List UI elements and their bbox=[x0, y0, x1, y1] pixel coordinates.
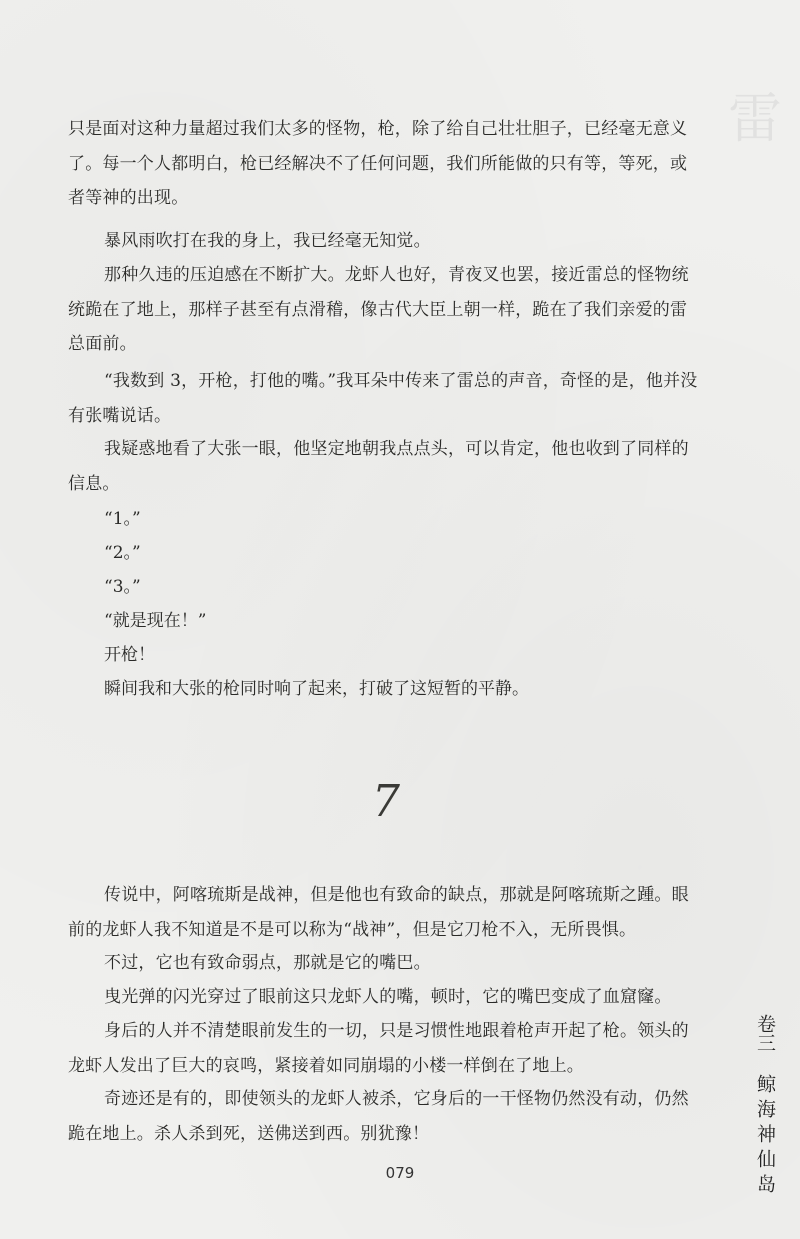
paragraph-8: 曳光弹的闪光穿过了眼前这只龙虾人的嘴，顿时，它的嘴巴变成了血窟窿。 bbox=[104, 987, 672, 1007]
volume-label: 卷三 bbox=[754, 1014, 776, 1052]
dialogue-line-3: “3。” bbox=[104, 577, 141, 597]
dialogue-line-2: “2。” bbox=[104, 543, 141, 563]
paragraph-1: 只是面对这种力量超过我们太多的怪物，枪，除了给自己壮壮胆子，已经毫无意义了。每一个人都明白，枪已经解决不了任何问题，我们所能做的只有等，等死，或者等神的出现。 bbox=[68, 119, 688, 208]
bleed-through-mark: 雷 bbox=[728, 87, 782, 150]
paragraph-10: 奇迹还是有的，即使领头的龙虾人被杀，它身后的一干怪物仍然没有动，仍然跪在地上。杀人杀到死，送佛送到西。别犹豫！ bbox=[68, 1089, 689, 1144]
paragraph-3: 那种久违的压迫感在不断扩大。龙虾人也好，青夜叉也罢，接近雷总的怪物统统跪在了地上，那样子甚至有点滑稽，像古代大臣上朝一样，跪在了我们亲爱的雷总面前。 bbox=[68, 265, 689, 354]
dialogue-line-4: “就是现在！” bbox=[104, 611, 207, 631]
paragraph-5: 我疑惑地看了大张一眼，他坚定地朝我点点头，可以肯定，他也收到了同样的信息。 bbox=[68, 439, 689, 494]
paragraph-9: 身后的人并不清楚眼前发生的一切，只是习惯性地跟着枪声开起了枪。领头的龙虾人发出了巨大的哀鸣，紧接着如同崩塌的小楼一样倒在了地上。 bbox=[68, 1021, 689, 1076]
page-number: 079 bbox=[385, 1164, 415, 1182]
paragraph-7: 不过，它也有致命弱点，那就是它的嘴巴。 bbox=[104, 953, 431, 973]
dialogue-line-6: 瞬间我和大张的枪同时响了起来，打破了这短暂的平静。 bbox=[104, 679, 529, 699]
paragraph-2: 暴风雨吹打在我的身上，我已经毫无知觉。 bbox=[104, 231, 431, 251]
paragraph-4: “我数到 3，开枪，打他的嘴。”我耳朵中传来了雷总的声音，奇怪的是，他并没有张嘴说话。 bbox=[68, 371, 698, 426]
dialogue-line-1: “1。” bbox=[104, 509, 141, 529]
paragraph-6: 传说中，阿喀琉斯是战神，但是他也有致命的缺点，那就是阿喀琉斯之踵。眼前的龙虾人我不知道是不是可以称为“战神”，但是它刀枪不入，无所畏惧。 bbox=[68, 885, 689, 940]
chapter-number: 7 bbox=[372, 776, 400, 827]
volume-name: 鲸海神仙岛 bbox=[754, 1074, 776, 1200]
dialogue-line-5: 开枪！ bbox=[104, 645, 155, 665]
